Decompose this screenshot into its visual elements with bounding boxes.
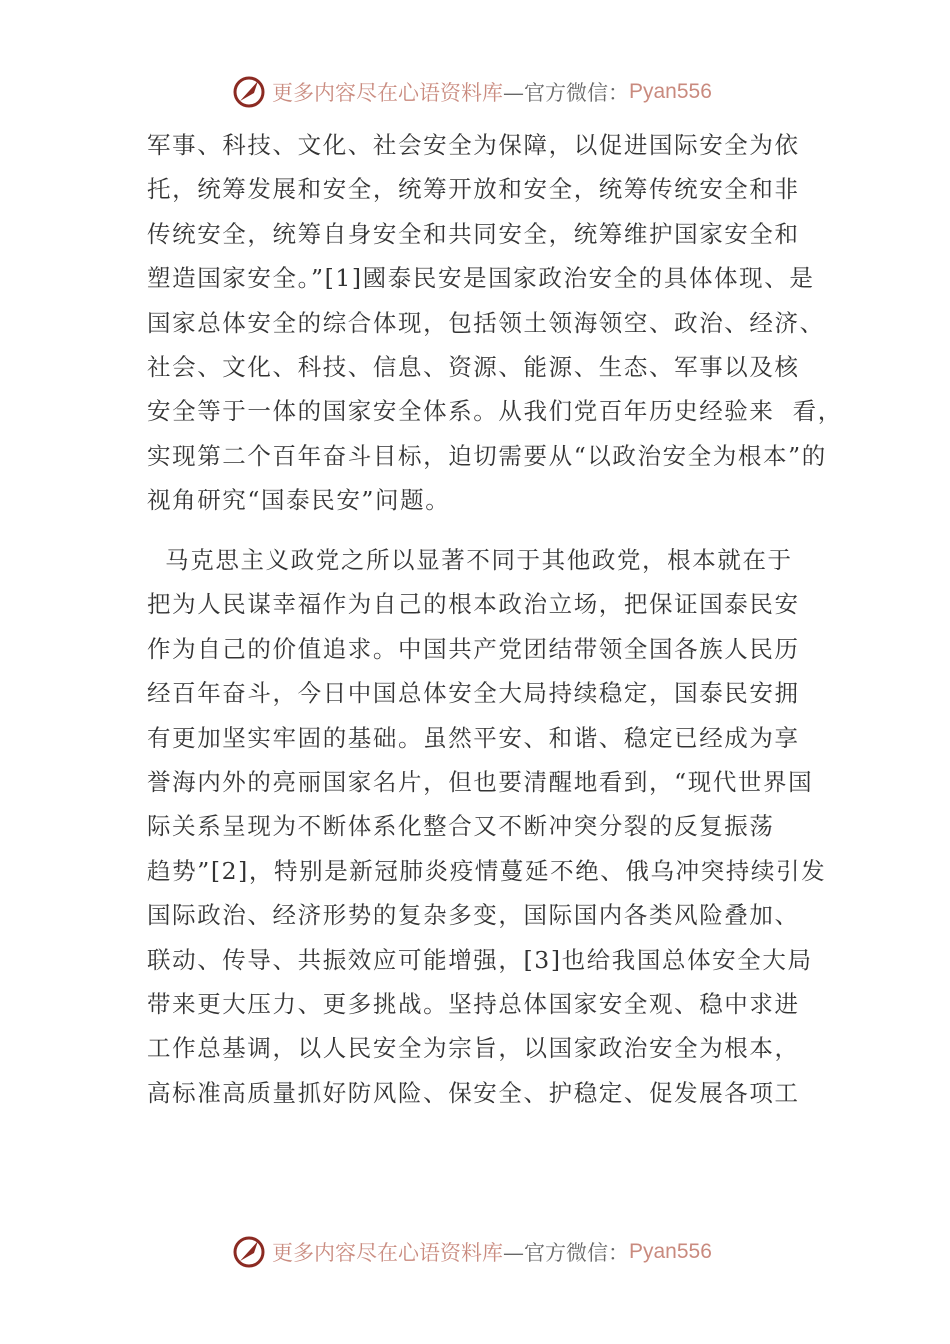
text-line: 社会、文化、科技、信息、资源、能源、生态、军事以及核: [147, 353, 800, 381]
text-line: 传统安全，统筹自身安全和共同安全，统筹维护国家安全和: [147, 219, 800, 248]
text-line: 际关系呈现为不断体系化整合又不断冲突分裂的反复振荡: [147, 812, 775, 841]
text-line: 有更加坚实牢固的基础。虽然平安、和谐、稳定已经成为享: [147, 723, 800, 752]
text-line: 工作总基调，以人民安全为宗旨，以国家政治安全为根本，: [147, 1034, 800, 1063]
text-line: 实现第二个百年奋斗目标，迫切需要从“以政治安全为根本”的: [147, 441, 827, 470]
text-line: 高标准高质量抓好防风险、保安全、护稳定、促发展各项工: [147, 1078, 800, 1107]
text-line: 把为人民谋幸福作为自己的根本政治立场，把保证国泰民安: [147, 590, 800, 619]
text-line: 经百年奋斗，今日中国总体安全大局持续稳定，国泰民安拥: [147, 679, 800, 708]
text-line: 国家总体安全的综合体现，包括领土领海领空、政治、经济、: [147, 308, 825, 337]
text-line: 马克思主义政党之所以显著不同于其他政党，根本就在于: [147, 546, 793, 574]
text-line: 国际政治、经济形势的复杂多变，国际国内各类风险叠加、: [147, 901, 800, 930]
text-line: 趋势”[2]，特别是新冠肺炎疫情蔓延不绝、俄乌冲突持续引发: [147, 856, 827, 885]
header-separator: —官方微信：: [503, 81, 629, 105]
text-line: 带来更大压力、更多挑战。坚持总体国家安全观、稳中求进: [147, 990, 800, 1018]
text-line: 托，统筹发展和安全，统筹开放和安全，统筹传统安全和非: [147, 175, 800, 204]
page-footer: [232, 1232, 712, 1272]
text-line: 塑造国家安全。”[1]國泰民安是国家政治安全的具体体现、是: [147, 264, 815, 293]
text-line: 视角研究“国泰民安”问题。: [147, 486, 451, 515]
text-line: 军事、科技、文化、社会安全为保障，以促进国际安全为依: [147, 131, 800, 159]
footer-site-text: 更多内容尽在心语资料库: [272, 1241, 503, 1265]
footer-wechat: Pyan556: [629, 1240, 712, 1263]
footer-separator: —官方微信：: [503, 1241, 629, 1265]
quill-logo-icon: [232, 1235, 266, 1269]
header-site-text: 更多内容尽在心语资料库: [272, 81, 503, 105]
quill-logo-icon: [232, 75, 266, 109]
text-line: 誉海内外的亮丽国家名片，但也要清醒地看到，“现代世界国: [147, 768, 814, 796]
text-line: 联动、传导、共振效应可能增强，[3]也给我国总体安全大局: [147, 945, 813, 974]
page-header: [232, 72, 712, 112]
text-line: 安全等于一体的国家安全体系。从我们党百年历史经验来 看，: [147, 397, 843, 426]
header-wechat: Pyan556: [629, 80, 712, 103]
text-line: 作为自己的价值追求。中国共产党团结带领全国各族人民历: [147, 634, 800, 663]
